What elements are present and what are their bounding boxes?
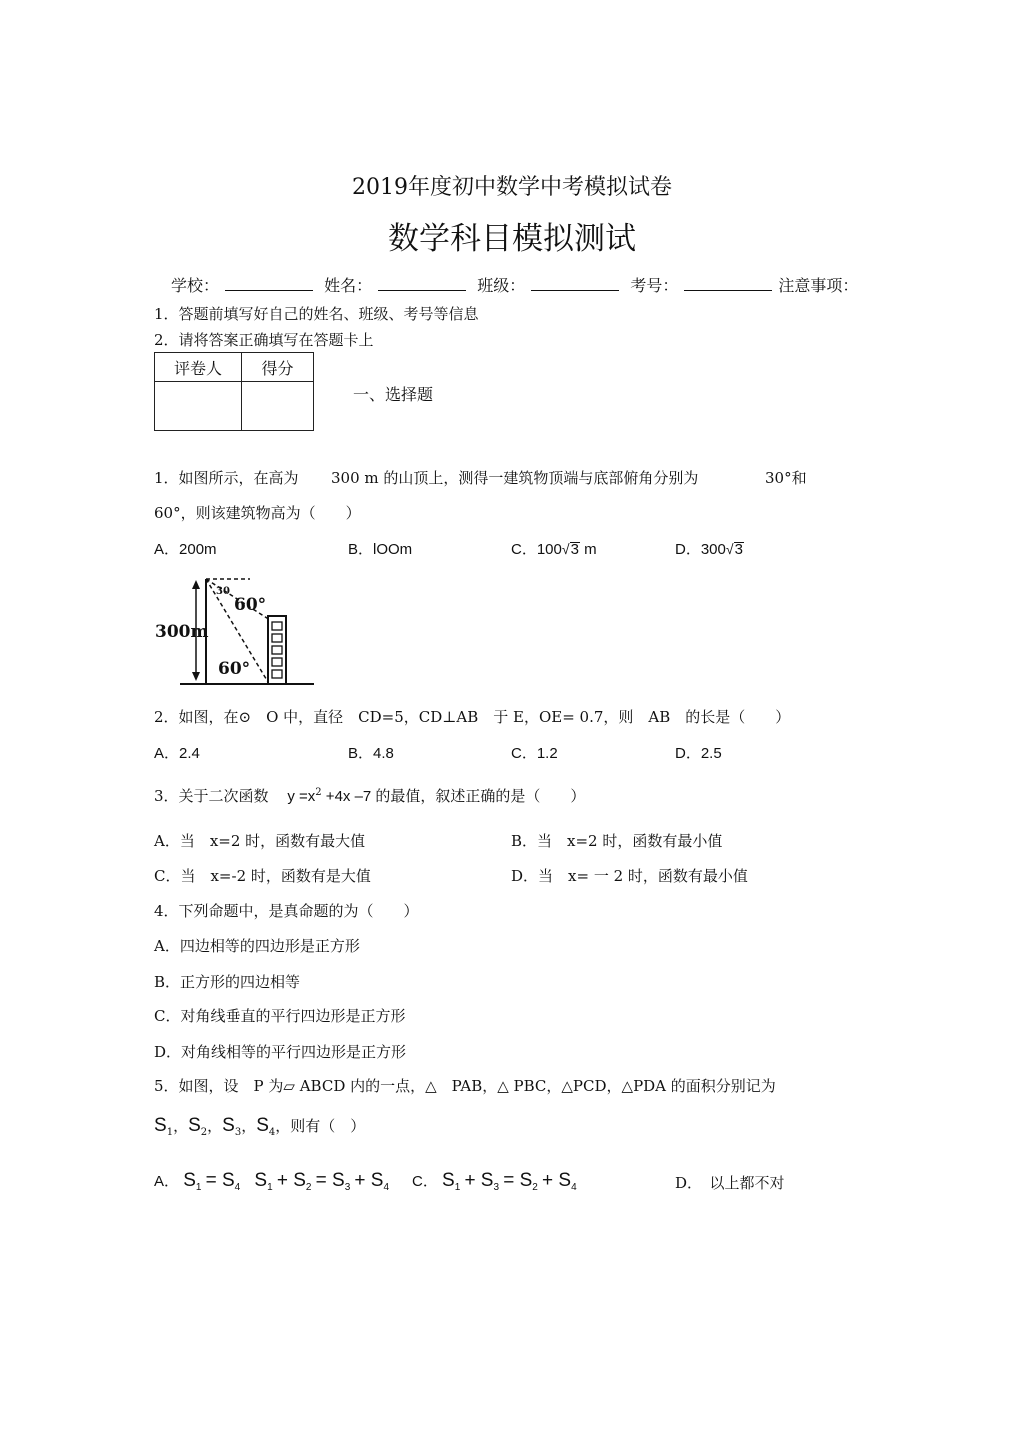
info-fields xyxy=(171,273,858,296)
q5-option-a[interactable]: A． $S_1 = S_4$ $S_1 + S_2 = S_3 + S_4$ xyxy=(154,1170,390,1193)
q1-option-b[interactable]: B．lOOm xyxy=(348,541,413,558)
grader-header: 评卷人 xyxy=(155,353,242,382)
name-blank[interactable] xyxy=(378,276,466,291)
q3-option-a[interactable]: A．当 x=2 时，函数有最大值 xyxy=(154,832,366,850)
q3-stem-tail: +4x –7 的最值，叙述正确的是（ ） xyxy=(321,788,586,805)
q3-stem xyxy=(154,785,585,806)
q3-option-b[interactable]: B．当 x=2 时，函数有最小值 xyxy=(511,832,723,850)
q3-stem-lead: 3．关于二次函数 xyxy=(154,787,269,805)
q4-option-d[interactable]: D．对角线相等的平行四边形是正方形 xyxy=(154,1043,407,1061)
q5-stem-line2: $S_1$，$S_2$，$S_3$，$S_4$，则有（ ） xyxy=(154,1115,366,1138)
q1-option-d[interactable]: D．300√3 xyxy=(675,541,743,558)
exam-no-label: 考号： xyxy=(630,276,679,295)
q1-option-c-radicand: 3 xyxy=(570,541,579,558)
q5-option-c[interactable]: C． $S_1 + S_3 = S_2 + S_4$ xyxy=(412,1170,577,1193)
grader-cell[interactable] xyxy=(155,382,242,431)
height-label: 300m xyxy=(155,622,209,642)
q2-option-c[interactable]: C．1.2 xyxy=(511,745,558,762)
q2-option-a[interactable]: A．2.4 xyxy=(154,745,200,762)
notes-label: 注意事项： xyxy=(778,276,859,295)
school-label: 学校： xyxy=(171,276,220,295)
note-1: 1．答题前填写好自己的姓名、班级、考号等信息 xyxy=(154,305,479,323)
score-header: 得分 xyxy=(242,353,314,382)
q2-stem: 2．如图，在⊙ O 中，直径 CD=5，CD⊥AB 于 E，OE= 0.7，则 AB 的长是（ ） xyxy=(154,708,791,726)
class-label: 班级： xyxy=(477,276,526,295)
arrow-up-head xyxy=(192,580,200,589)
exam-no-blank[interactable] xyxy=(684,276,772,291)
q3-function: y =x xyxy=(287,788,316,805)
note-2: 2．请将答案正确填写在答题卡上 xyxy=(154,331,374,349)
building xyxy=(268,616,286,684)
name-label: 姓名： xyxy=(324,276,373,295)
q1-option-c-coef: C．100 xyxy=(511,541,562,558)
q1-option-c-unit: m xyxy=(579,541,597,558)
q3-exponent: 2 xyxy=(315,787,322,798)
q4-option-b[interactable]: B．正方形的四边相等 xyxy=(154,973,301,991)
q1-stem-line2: 60°，则该建筑物高为（ ） xyxy=(154,504,361,522)
score-cell[interactable] xyxy=(242,382,314,431)
q5-option-d[interactable]: D． 以上都不对 xyxy=(675,1174,785,1192)
q1-option-a[interactable]: A．200m xyxy=(154,541,217,558)
score-table xyxy=(154,352,314,431)
q4-option-a[interactable]: A．四边相等的四边形是正方形 xyxy=(154,937,360,955)
arrow-down-head xyxy=(192,672,200,681)
q4-option-c[interactable]: C．对角线垂直的平行四边形是正方形 xyxy=(154,1007,406,1025)
q1-stem-part2: 300 m 的山顶上，测得一建筑物顶端与底部俯角分别为 xyxy=(331,469,699,487)
q5-option-a-label: A． xyxy=(154,1173,180,1190)
q5-option-c-label: C． xyxy=(412,1173,438,1190)
q1-figure xyxy=(150,572,330,692)
q4-stem: 4．下列命题中，是真命题的为（ ） xyxy=(154,902,419,920)
q1-stem-part3: 30°和 xyxy=(765,469,807,487)
q3-option-d[interactable]: D．当 x= 一 2 时，函数有最小值 xyxy=(511,867,748,885)
q1-stem-part1: 1．如图所示，在高为 xyxy=(154,469,299,487)
class-blank[interactable] xyxy=(531,276,619,291)
page-title: 2019年度初中数学中考模拟试卷 xyxy=(352,175,672,200)
q5-stem: 5．如图，设 P 为▱ ABCD 内的一点，△ PAB，△ PBC，△PCD，△PDA 的面积分别记为 xyxy=(154,1077,776,1095)
q2-option-d[interactable]: D．2.5 xyxy=(675,745,722,762)
angle-bottom-label: 60° xyxy=(218,659,251,679)
q2-option-b[interactable]: B．4.8 xyxy=(348,745,394,762)
angle-top-label: 60° xyxy=(234,595,267,615)
q1-option-d-radicand: 3 xyxy=(734,541,743,558)
angle-small-label: 30 xyxy=(216,586,230,597)
q1-option-d-coef: D．300 xyxy=(675,541,726,558)
q5-stem-tail: ，则有（ ） xyxy=(275,1117,366,1135)
q3-option-c[interactable]: C．当 x=-2 时，函数有是大值 xyxy=(154,867,371,885)
page-subtitle: 数学科目模拟测试 xyxy=(388,221,636,257)
section-heading: 一、选择题 xyxy=(353,385,434,404)
school-blank[interactable] xyxy=(225,276,313,291)
q1-option-c[interactable]: C．100√3 m xyxy=(511,541,597,558)
